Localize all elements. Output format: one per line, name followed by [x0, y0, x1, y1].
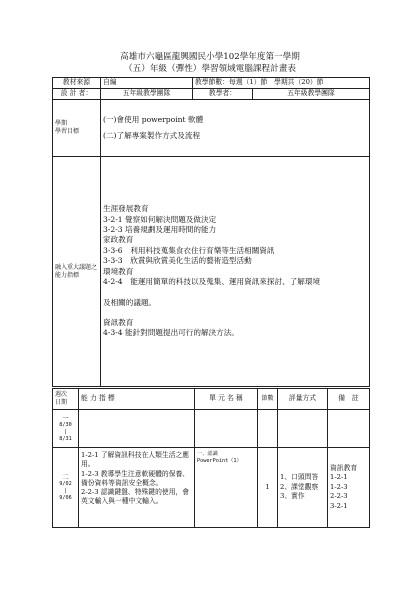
date-end: 8/31	[59, 435, 72, 442]
periods-header: 節數	[258, 389, 278, 410]
notes-header: 備 註	[328, 389, 370, 410]
goal-item-2: (二)了解專案製作方式及流程	[103, 131, 201, 140]
date-start: 8/30	[59, 421, 72, 428]
notes-cell	[328, 410, 370, 448]
assessment-item: 3、實作	[280, 492, 305, 501]
issue-line: 環境教育	[103, 266, 134, 276]
issue-line: 3-2-1 覺察如何解決問題及做決定	[103, 214, 217, 224]
week-date-cell	[53, 410, 79, 448]
weekly-schedule-table	[52, 388, 370, 528]
issue-line	[103, 308, 367, 318]
date-separator: |	[63, 487, 68, 494]
assessment-cell	[278, 410, 328, 448]
issue-line: 4-2-4 能運用簡單的科技以及蒐集、運用資訊來探討、了解環境	[103, 277, 321, 287]
assessment-cell	[278, 448, 328, 528]
ability-header: 能 力 指 標	[79, 389, 195, 410]
issues-content	[101, 157, 370, 387]
table-row	[53, 410, 370, 448]
material-source-label: 教材來源	[53, 78, 101, 89]
date-header: 日期	[55, 399, 68, 406]
ability-item: 2-2-3 認識鍵盤、特殊鍵的使用，會英文輸入與一種中文輸入。	[81, 488, 190, 506]
issues-label-line1: 融入重大議題之	[55, 263, 98, 271]
ability-cell	[79, 448, 195, 528]
date-start: 9/02	[59, 480, 72, 487]
issue-line: 3-2-3 培養規劃及運用時間的能力	[103, 225, 217, 235]
semester-goals-label	[53, 100, 101, 157]
assessment-header: 評量方式	[278, 389, 328, 410]
teacher-value: 五年級教學團隊	[253, 89, 370, 100]
issue-line: 及相關的議題。	[103, 297, 157, 307]
unit-name-line: PowerPoint（1）	[197, 458, 242, 464]
unit-header: 單 元 名 稱	[195, 389, 258, 410]
issue-line: 家政教育	[103, 235, 134, 245]
notes-item: 2-2-3	[330, 492, 348, 501]
unit-cell	[195, 448, 258, 528]
issues-label	[53, 157, 101, 387]
week-header: 週次	[55, 391, 68, 398]
week-number: 二	[62, 472, 69, 481]
ability-cell	[79, 410, 195, 448]
semester-goals-label-line2: 學習目標	[55, 128, 80, 135]
semester-goals-content	[101, 100, 370, 157]
issue-line: 3-3-6 利用科技蒐集食衣住行育樂等生活相關資訊	[103, 245, 275, 255]
notes-item: 1-2-1	[330, 473, 348, 482]
issue-line	[103, 288, 367, 298]
periods-cell	[258, 410, 278, 448]
material-source-value: 自編	[101, 78, 193, 89]
assessment-item: 1、口頭問答	[280, 473, 319, 482]
issue-line: 生涯發展教育	[103, 204, 149, 214]
week-date-cell	[53, 448, 79, 528]
notes-item: 3-2-1	[330, 501, 348, 510]
document-title: 高雄市六龜區龍興國民小學102學年度第一學期	[120, 52, 300, 62]
notes-item: 資訊教育	[330, 463, 358, 472]
ability-item: 1-2-1 了解資訊科技在人類生活之應用。	[81, 451, 190, 469]
table-row	[53, 448, 370, 528]
notes-cell	[328, 448, 370, 528]
notes-item: 1-2-3	[330, 482, 348, 491]
unit-name-line: 一、認識	[197, 451, 218, 457]
assessment-item: 2、課堂觀察	[280, 482, 319, 491]
issues-label-line2: 能力指標	[55, 271, 80, 279]
semester-goals-label-line1: 學期	[55, 120, 68, 127]
periods-cell: 1	[258, 448, 278, 528]
document-subtitle: （五）年級（彈性）學習領域電腦課程計畫表	[124, 64, 296, 74]
schedule-header-row	[53, 389, 370, 410]
course-info-table	[52, 77, 370, 387]
goal-item-1: (一)會使用 powerpoint 軟體	[103, 114, 204, 124]
week-date-header	[53, 389, 79, 410]
issue-line: 4-3-4 能針對問題提出可行的解決方法。	[103, 328, 239, 338]
date-end: 9/06	[59, 494, 72, 501]
date-separator: |	[63, 428, 68, 435]
teacher-label: 教學者：	[193, 89, 253, 100]
week-number: 一	[62, 413, 69, 422]
periods-info: 教學節數：每週（1）節 學期共（20）節	[193, 78, 370, 89]
unit-cell	[195, 410, 258, 448]
designer-value: 五年級教學團隊	[101, 89, 193, 100]
issue-line: 資訊教育	[103, 317, 134, 327]
issue-line: 3-3-3 欣賞與欣賞美化生活的藝術造型活動	[103, 256, 252, 266]
designer-label: 設 計 者：	[53, 89, 101, 100]
ability-item: 1-2-3 教導學生注意軟硬體的保養、備份資料等資訊安全概念。	[81, 469, 190, 487]
